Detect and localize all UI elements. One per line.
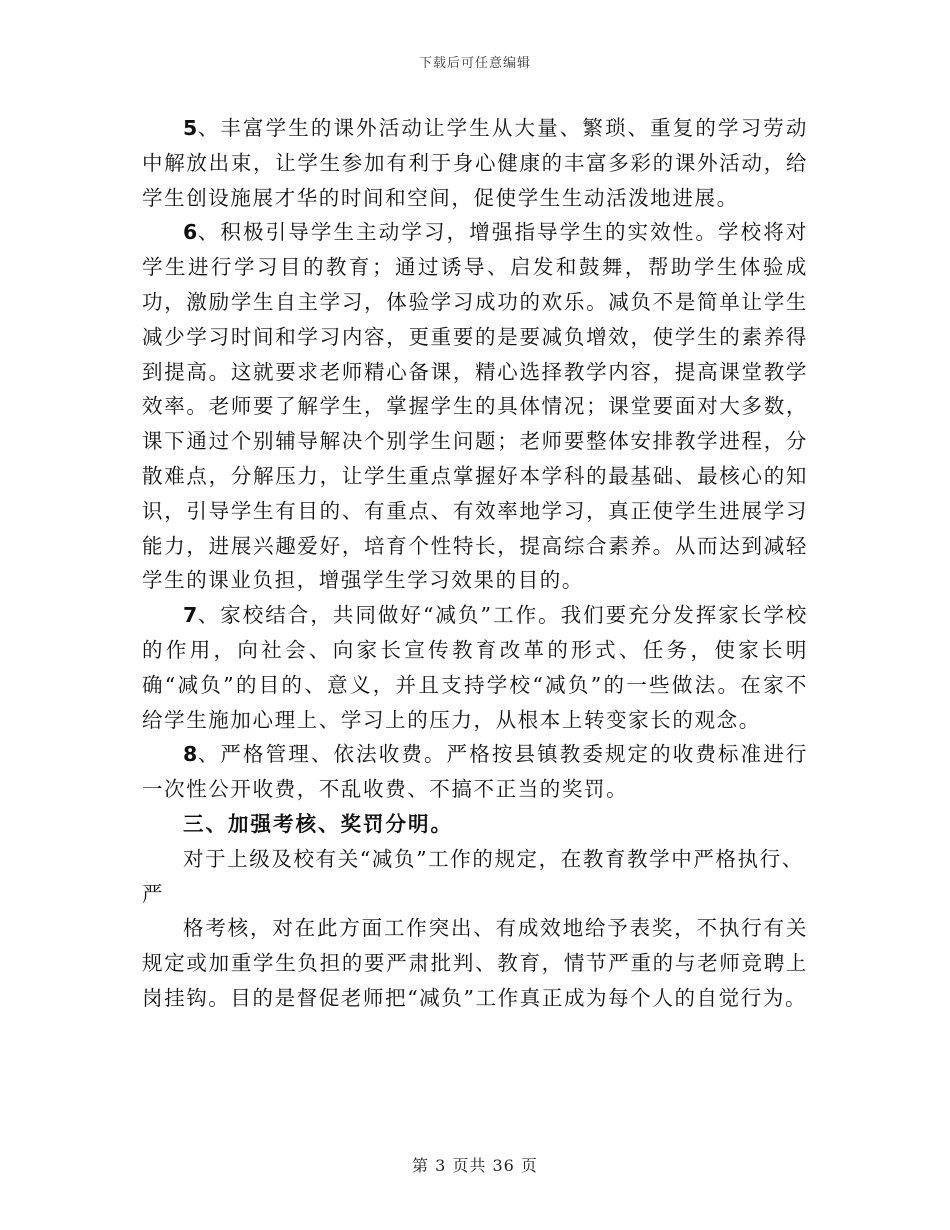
- closing-paragraph: 格考核，对在此方面工作突出、有成效地给予表奖，不执行有关规定或加重学生负担的要严肃批判、教育，情节严重的与老师竞聘上岗挂钩。目的是督促老师把“减负”工作真正成为每个人的自觉行为。: [142, 916, 808, 1010]
- page-header: 下载后可任意编辑: [418, 56, 531, 71]
- paragraph-text: 、家校结合，共同做好“减负”工作。我们要充分发挥家长学校的作用，向社会、向家长宣传教育改革的形式、任务，使家长明确“减负”的目的、意义，并且支持学校“减负”的一些做法。在家不给学生施加心理上、学习上的压力，从根本上转变家长的观念。: [142, 603, 808, 732]
- paragraph-7: [142, 598, 808, 737]
- paragraph-text: 、严格管理、依法收费。严格按县镇教委规定的收费标准进行一次性公开收费，不乱收费、不搞不正当的奖罚。: [142, 742, 808, 802]
- item-number: 6: [183, 220, 198, 245]
- closing-line-2: 严: [142, 881, 165, 906]
- paragraph-6: [142, 215, 808, 598]
- item-number: 5: [183, 116, 198, 140]
- document-body: [142, 111, 808, 1016]
- page-footer: 第 3 页共 36 页: [412, 1156, 538, 1175]
- item-number: 8: [183, 742, 198, 767]
- paragraph-5: [142, 111, 808, 215]
- paragraph-text: 、丰富学生的课外活动让学生从大量、繁琐、重复的学习劳动中解放出束，让学生参加有利于身心健康的丰富多彩的课外活动，给学生创设施展才华的时间和空间，促使学生生动活泼地进展。: [142, 116, 808, 210]
- paragraph-text: 、积极引导学生主动学习，增强指导学生的实效性。学校将对学生进行学习目的教育；通过诱导、启发和鼓舞，帮助学生体验成功，激励学生自主学习，体验学习成功的欢乐。减负不是简单让学生减少学习时间和学习内容，更重要的是要减负增效，使学生的素养得到提高。这就要求老师精心备课，精心选择教学内容，提高课堂教学效率。老师要了解学生，掌握学生的具体情况；课堂要面对大多数，课下通过个别辅导解决个别学生问题；老师要整体安排教学进程，分散难点，分解压力，让学生重点掌握好本学科的最基础、最核心的知识，引导学生有目的、有重点、有效率地学习，真正使学生进展学习能力，进展兴趣爱好，培育个性特长，提高综合素养。从而达到减轻学生的课业负担，增强学生学习效果的目的。: [142, 220, 808, 593]
- section-heading: 三、加强考核、奖罚分明。: [183, 811, 453, 836]
- item-number: 7: [183, 603, 198, 628]
- paragraph-8: [142, 737, 808, 807]
- closing-line-1: 对于上级及校有关“减负”工作的规定，在教育教学中严格执行、: [183, 846, 804, 871]
